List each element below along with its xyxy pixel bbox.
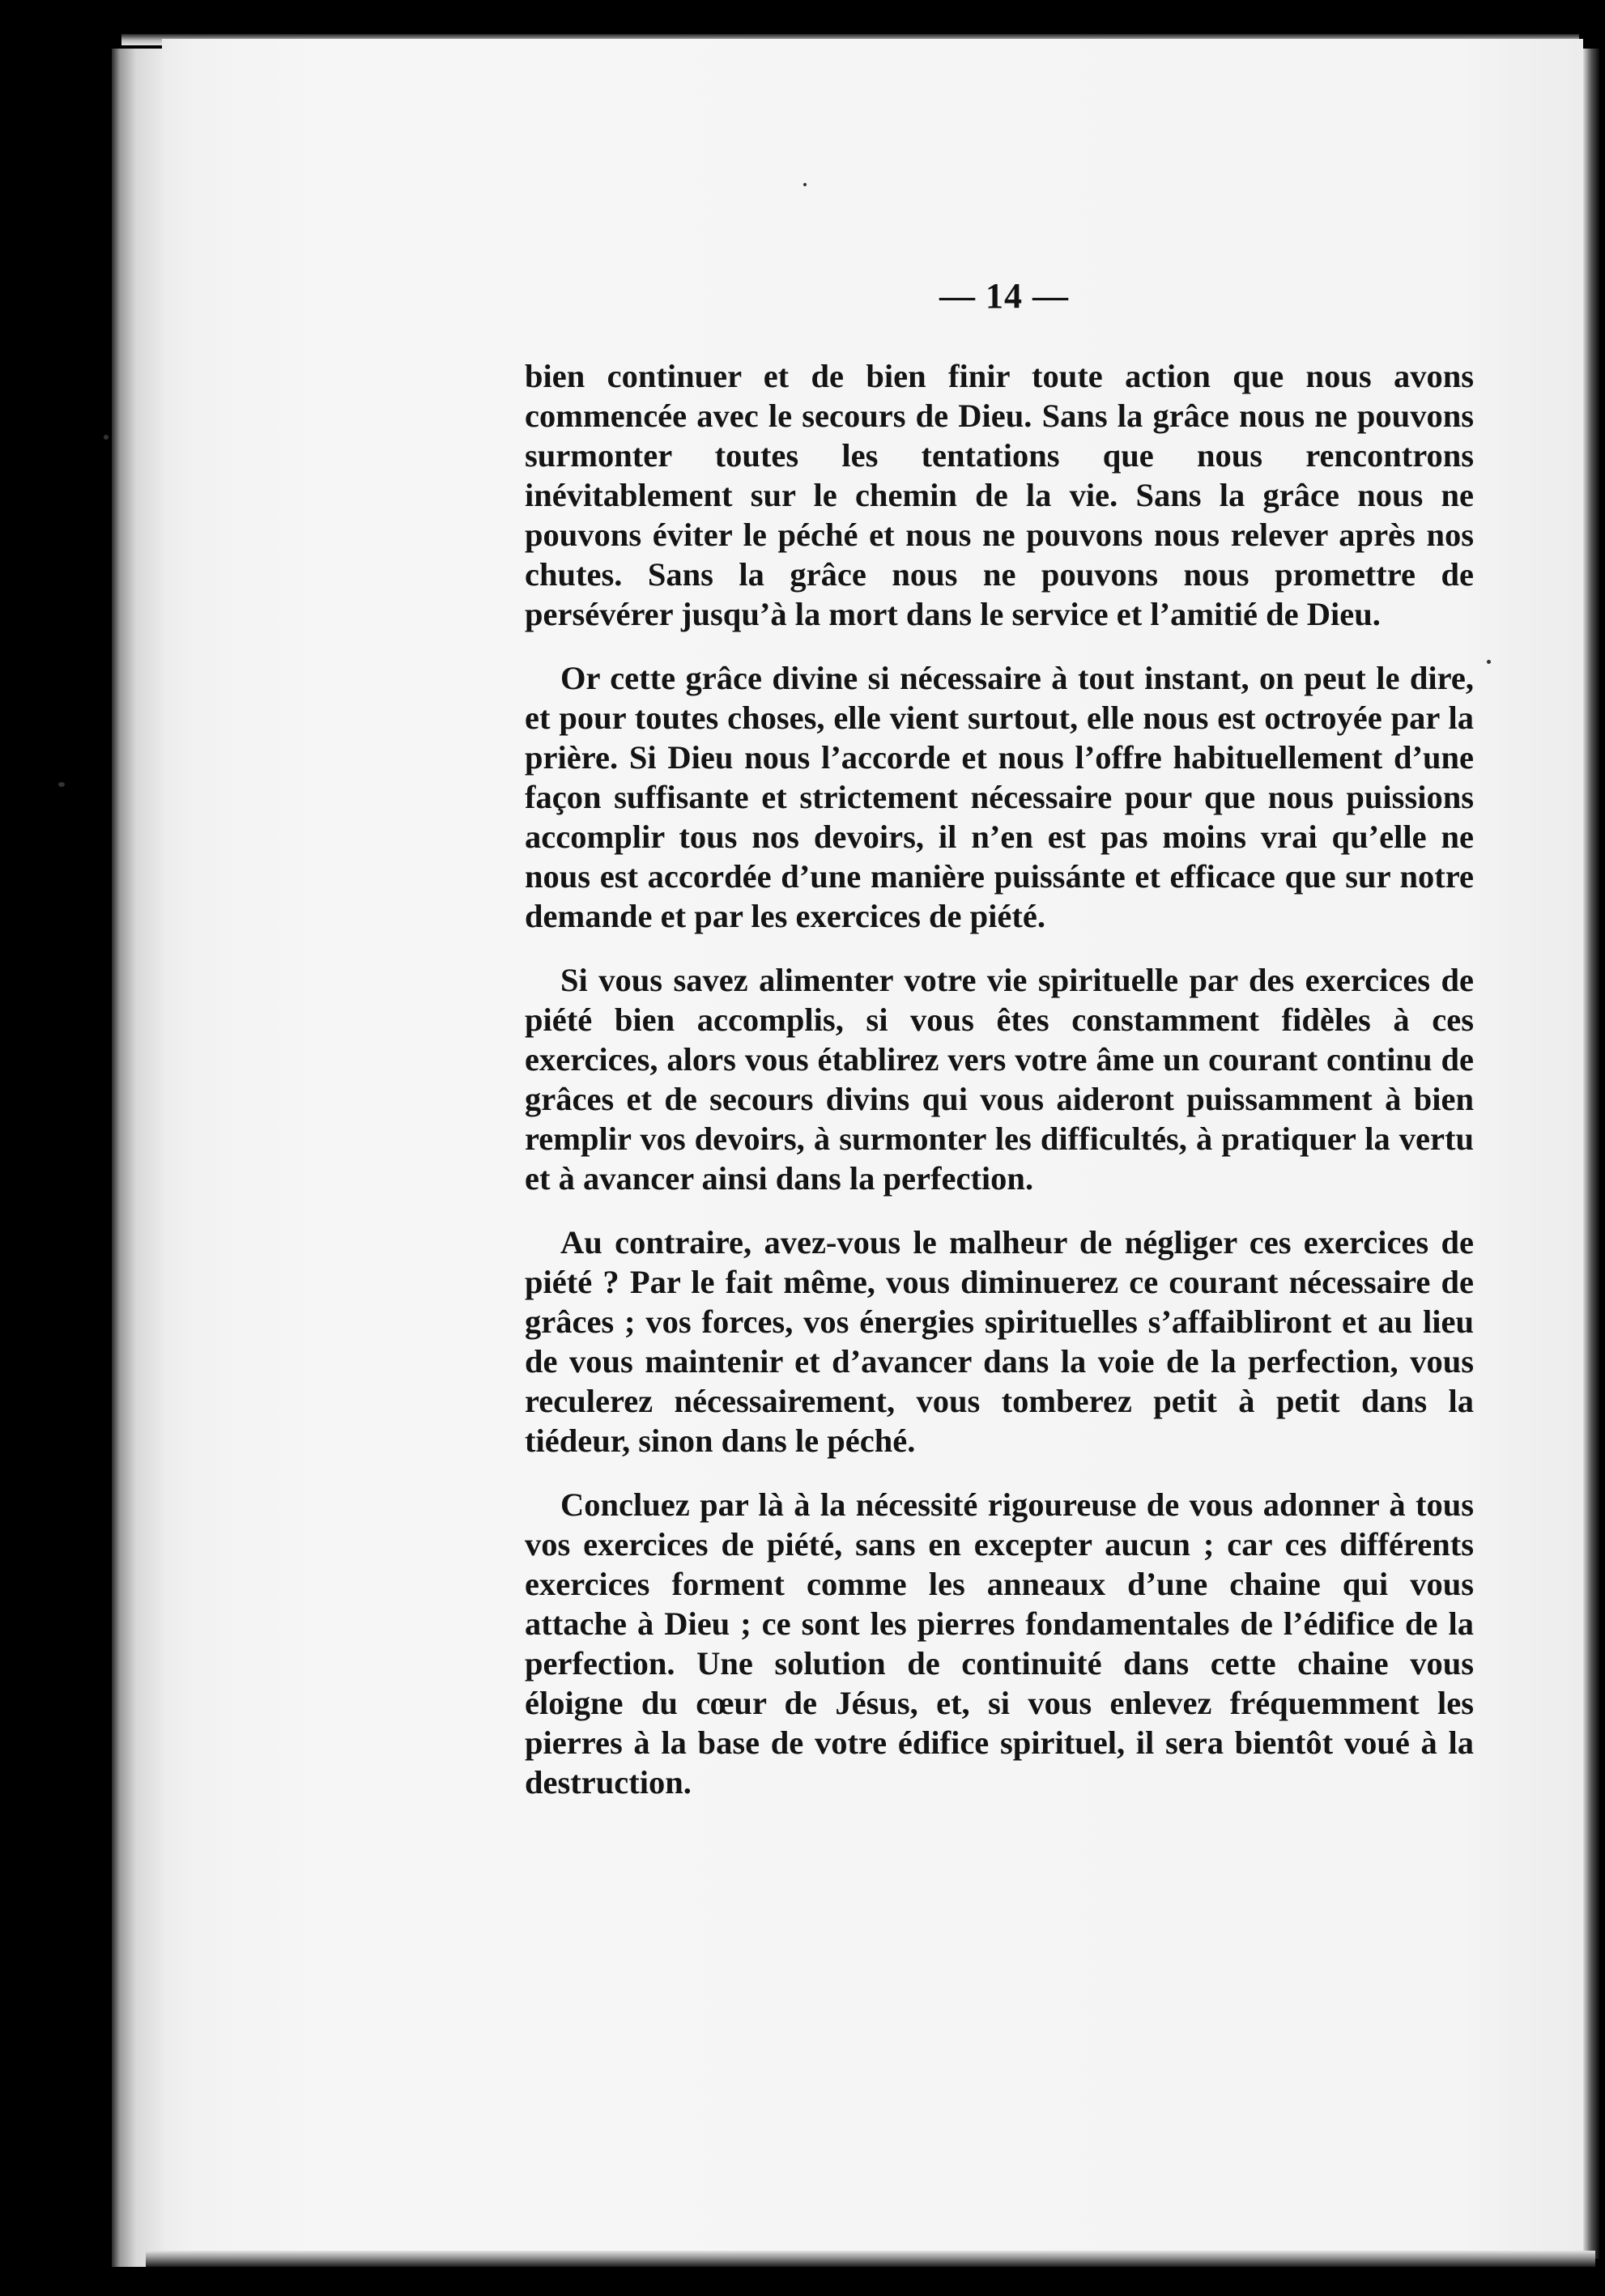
- scan-speck: [803, 183, 807, 186]
- page-number: — 14 —: [939, 276, 1069, 316]
- page-edge-bottom: [146, 2251, 1595, 2267]
- page-edge-left: [112, 49, 162, 2267]
- scan-speck: [104, 435, 109, 440]
- paragraph-4: Au contraire, avez-vous le malheur de négliger ces exercices de piété ? Par le fait même, vous diminuerez ce courant nécessaire de grâces ; vos forces, vos énergies spirituelles s’affaibliront et au lieu de vous maintenir et d’avancer dans la voie de la perfection, vous reculerez nécessairement, vous tomberez petit à petit dans la tiédeur, sinon dans le péché.: [525, 1224, 1474, 1459]
- paragraph-3: Si vous savez alimenter votre vie spirituelle par des exercices de piété bien accomplis, si vous êtes constamment fidèles à ces exercices, alors vous établirez vers votre âme un courant continu de grâces et de secours divins qui vous aideront puissamment à bien remplir vos devoirs, à surmonter les difficultés, à pratiquer la vertu et à avancer ainsi dans la perfection.: [525, 962, 1474, 1197]
- scan-speck: [1487, 660, 1491, 664]
- body-text: [525, 356, 1474, 1826]
- page-edge-right: [1583, 49, 1599, 2259]
- scan-speck: [58, 782, 65, 787]
- paragraph-1: bien continuer et de bien finir toute action que nous avons commencée avec le secours de Dieu. Sans la grâce nous ne pouvons surmonter toutes les tentations que nous rencontrons inévitablement sur le chemin de la vie. Sans la grâce nous ne pouvons éviter le péché et nous ne pouvons nous relever après nos chutes. Sans la grâce nous ne pouvons nous promettre de persévérer jusqu’à la mort dans le service et l’amitié de Dieu.: [525, 358, 1474, 632]
- paragraph-5: Concluez par là à la nécessité rigoureuse de vous adonner à tous vos exercices de piété, sans en excepter aucun ; car ces différents exercices forment comme les anneaux d’une chaine qui vous attache à Dieu ; ce sont les pierres fondamentales de l’édifice de la perfection. Une solution de continuité dans cette chaine vous éloigne du cœur de Jésus, et, si vous enlevez fréquemment les pierres à la base de votre édifice spirituel, il sera bientôt voué à la destruction.: [525, 1486, 1474, 1801]
- paragraph-2: Or cette grâce divine si nécessaire à tout instant, on peut le dire, et pour toutes choses, elle vient surtout, elle nous est octroyée par la prière. Si Dieu nous l’accorde et nous l’offre habituellement d’une façon suffisante et strictement nécessaire pour que nous puissions accomplir tous nos devoirs, il n’en est pas moins vrai qu’elle ne nous est accordée d’une manière puissánte et efficace que sur notre demande et par les exercices de piété.: [525, 660, 1474, 934]
